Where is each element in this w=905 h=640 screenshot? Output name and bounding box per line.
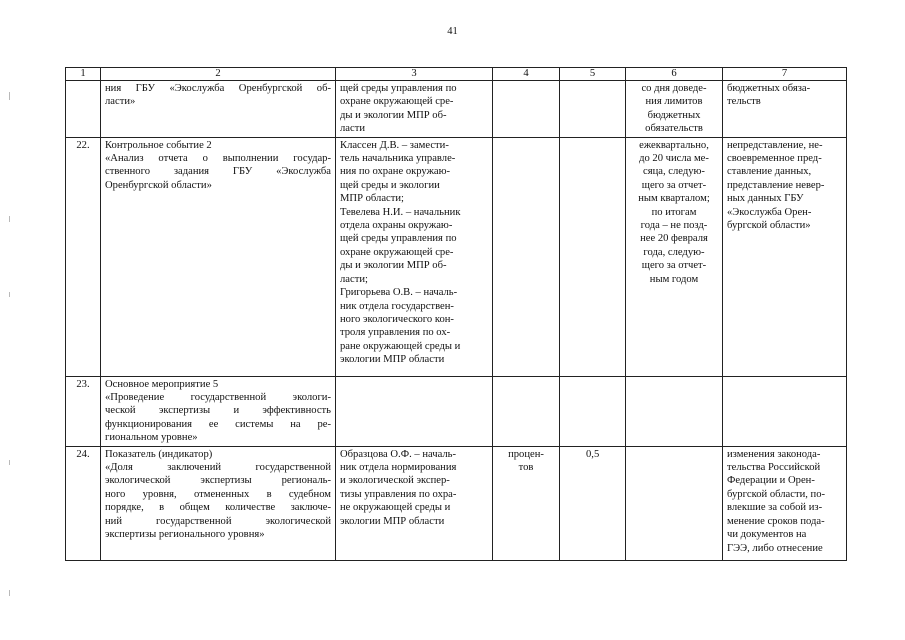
cell-text-line: обязательств [645, 123, 703, 135]
cell-text-line: влекшие за собой из- [727, 502, 823, 514]
cell-text-line: 0,5 [586, 448, 600, 460]
risk-cell [723, 81, 847, 138]
risk-cell [723, 446, 847, 560]
cell-text-line: охране окружающей сре- [340, 246, 454, 258]
scan-artifact [9, 590, 10, 596]
cell-text-line: экологии МПР области [340, 515, 445, 527]
cell-text-line: ласти; [340, 273, 368, 285]
responsible-cell [336, 446, 493, 560]
cell-text-line: по итогам [651, 206, 697, 218]
cell-text-line: «Анализ отчета о выполнении государ- [105, 153, 331, 165]
cell-text-line: менение сроков пода- [727, 515, 825, 527]
cell-text-line: экспертизы регионального уровня» [105, 529, 265, 541]
cell-text-line: года, следую- [643, 246, 705, 258]
cell-text-line: ласти [340, 123, 365, 135]
cell-text-line: ным кварталом; [638, 193, 710, 205]
cell-text-line: тель начальника управле- [340, 153, 456, 165]
cell-text-line: тельств [727, 96, 761, 108]
unit-cell [493, 376, 560, 446]
cell-text-line: отдела охраны окружаю- [340, 220, 453, 232]
value-cell [560, 376, 626, 446]
program-table [65, 67, 847, 561]
cell-text-line: МПР области; [340, 193, 404, 205]
column-header: 3 [336, 68, 493, 81]
risk-cell [723, 137, 847, 376]
scan-artifact [9, 292, 10, 297]
table-row [66, 446, 847, 560]
risk-cell [723, 376, 847, 446]
column-header: 4 [493, 68, 560, 81]
cell-text-line: ласти» [105, 96, 136, 108]
cell-text-line: тельства Российской [727, 462, 821, 474]
event-name-cell [101, 81, 336, 138]
column-header: 1 [66, 68, 101, 81]
unit-cell [493, 81, 560, 138]
column-header: 5 [560, 68, 626, 81]
column-number-row [66, 68, 847, 81]
cell-text-line: Тевелева Н.И. – начальник [340, 206, 461, 218]
cell-text-line: тизы управления по охра- [340, 488, 457, 500]
unit-cell [493, 137, 560, 376]
cell-text-line: до 20 числа ме- [639, 153, 709, 165]
responsible-cell [336, 376, 493, 446]
cell-text-line: ным годом [649, 273, 699, 285]
deadline-cell [626, 376, 723, 446]
responsible-cell [336, 81, 493, 138]
event-name-cell [101, 376, 336, 446]
cell-text-line: Федерации и Орен- [727, 475, 815, 487]
deadline-cell [626, 81, 723, 138]
row-number-cell: 22. [66, 137, 101, 376]
cell-text-line: изменения законода- [727, 448, 821, 460]
cell-text-line: щей среды и экологии [340, 179, 440, 191]
cell-text-line: троля управления по ох- [340, 327, 451, 339]
cell-text-line: щего за отчет- [641, 260, 707, 272]
unit-cell [493, 446, 560, 560]
cell-text-line: своевременное пред- [727, 153, 822, 165]
cell-text-line: ния ГБУ «Экослужба Оренбургской об- [105, 83, 331, 94]
table-row [66, 81, 847, 138]
cell-text-line: бургской области» [727, 220, 811, 232]
cell-text-line: ний государственной экологической [105, 515, 331, 527]
row-number-cell [66, 81, 101, 138]
cell-text-line: процен- [508, 448, 544, 460]
page-number: 41 [447, 26, 458, 37]
value-cell [560, 137, 626, 376]
deadline-cell [626, 137, 723, 376]
cell-text-line: ране окружающей среды и [340, 340, 461, 352]
cell-text-line: ния лимитов [645, 96, 703, 108]
cell-text-line: ческой экспертизы и эффективность [105, 405, 331, 417]
table-body [66, 81, 847, 561]
cell-text-line: ния по охране окружаю- [340, 166, 451, 178]
cell-text-line: чи документов на [727, 529, 807, 541]
cell-text-line: сяца, следую- [643, 166, 705, 178]
cell-text-line: Основное мероприятие 5 [105, 378, 219, 390]
scan-artifact [9, 216, 10, 222]
cell-text-line: щей среды управления по [340, 233, 457, 245]
column-header: 2 [101, 68, 336, 81]
cell-text-line: охране окружающей сре- [340, 96, 454, 108]
cell-text-line: ник отдела нормирования [340, 462, 457, 474]
cell-text-line: Классен Д.В. – замести- [340, 139, 449, 151]
cell-text-line: непредставление, не- [727, 139, 823, 151]
cell-text-line: бюджетных обяза- [727, 83, 811, 94]
cell-text-line: нее 20 февраля [640, 233, 708, 245]
value-cell [560, 81, 626, 138]
cell-text-line: бюджетных [647, 109, 701, 121]
cell-text-line: гиональном уровне» [105, 432, 198, 444]
cell-text-line: Григорьева О.В. – началь- [340, 287, 458, 299]
cell-text-line: ды и экологии МПР об- [340, 260, 447, 272]
cell-text-line: щего за отчет- [641, 179, 707, 191]
event-name-cell [101, 446, 336, 560]
table-row [66, 376, 847, 446]
cell-text-line: Контрольное событие 2 [105, 139, 212, 151]
cell-text-line: Показатель (индикатор) [105, 448, 213, 460]
cell-text-line: ник отдела государствен- [340, 300, 454, 312]
scan-artifact [9, 92, 10, 100]
table-row [66, 137, 847, 376]
column-header: 7 [723, 68, 847, 81]
value-cell [560, 446, 626, 560]
cell-text-line: Образцова О.Ф. – началь- [340, 448, 457, 460]
cell-text-line: ных данных ГБУ [727, 193, 804, 205]
cell-text-line: порядке, в общем количестве заключе- [105, 502, 331, 514]
cell-text-line: «Доля заключений государственной [105, 462, 331, 474]
responsible-cell [336, 137, 493, 376]
deadline-cell [626, 446, 723, 560]
cell-text-line: представление невер- [727, 179, 825, 191]
cell-text-line: экологии МПР области [340, 354, 445, 366]
row-number-cell: 23. [66, 376, 101, 446]
cell-text-line: «Экослужба Орен- [727, 206, 812, 218]
event-name-cell [101, 137, 336, 376]
column-header: 6 [626, 68, 723, 81]
cell-text-line: бургской области, по- [727, 488, 826, 500]
cell-text-line: ежеквартально, [639, 139, 709, 151]
cell-text-line: «Проведение государственной экологи- [105, 392, 331, 404]
cell-text-line: ды и экологии МПР об- [340, 109, 447, 121]
cell-text-line: функционирования ее системы на ре- [105, 418, 331, 430]
cell-text-line: года – не позд- [640, 220, 708, 232]
cell-text-line: Оренбургской области» [105, 179, 212, 191]
cell-text-line: ставление данных, [727, 166, 812, 178]
cell-text-line: тов [518, 462, 534, 474]
cell-text-line: и экологической экспер- [340, 475, 450, 487]
cell-text-line: со дня доведе- [641, 83, 707, 94]
scan-artifact [9, 460, 10, 465]
cell-text-line: ного уровня, отмененных в судебном [105, 488, 331, 500]
cell-text-line: ственного задания ГБУ «Экослужба [105, 166, 331, 178]
cell-text-line: не окружающей среды и [340, 502, 451, 514]
row-number-cell: 24. [66, 446, 101, 560]
cell-text-line: экологической экспертизы региональ- [105, 475, 331, 487]
cell-text-line: ного экологического кон- [340, 313, 454, 325]
cell-text-line: щей среды управления по [340, 83, 457, 94]
cell-text-line: ГЭЭ, либо отнесение [727, 542, 823, 554]
